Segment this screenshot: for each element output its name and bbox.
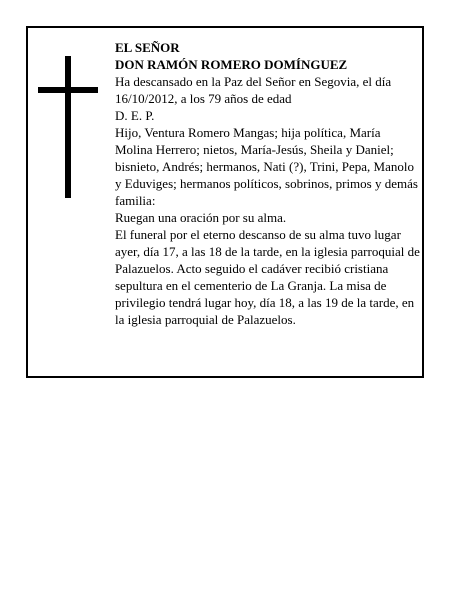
rip-text: D. E. P. [115,108,155,123]
death-announcement: Ha descansado en la Paz del Señor en Segovia, el día 16/10/2012, a los 79 años de edad [115,74,392,106]
obituary-card [26,26,424,378]
prayer-request: Ruegan una oración por su alma. [115,210,287,225]
cross-vertical-bar [65,56,71,198]
funeral-details: El funeral por el eterno descanso de su alma tuvo lugar ayer, día 17, a las 18 de la tarde, en la iglesia parroquial de Palazuelos. Acto seguido el cadáver recibió cristiana sepultura en el cementerio de La Granja. La misa de privilegio tendrá lugar hoy, día 18, a las 19 de la tarde, en la iglesia parroquial de Palazuelos. [115,227,420,327]
obituary-text [115,39,421,328]
cross-horizontal-bar [38,87,98,93]
cross-icon [38,56,98,198]
deceased-name: DON RAMÓN ROMERO DOMÍNGUEZ [115,57,348,72]
family-list: Hijo, Ventura Romero Mangas; hija política, María Molina Herrero; nietos, María-Jesús, Sheila y Daniel; bisnieto, Andrés; hermanos, Nati (?), Trini, Pepa, Manolo y Eduviges; hermanos políticos, sobrinos, primos y demás familia: [115,125,418,208]
heading-title: EL SEÑOR [115,40,180,55]
